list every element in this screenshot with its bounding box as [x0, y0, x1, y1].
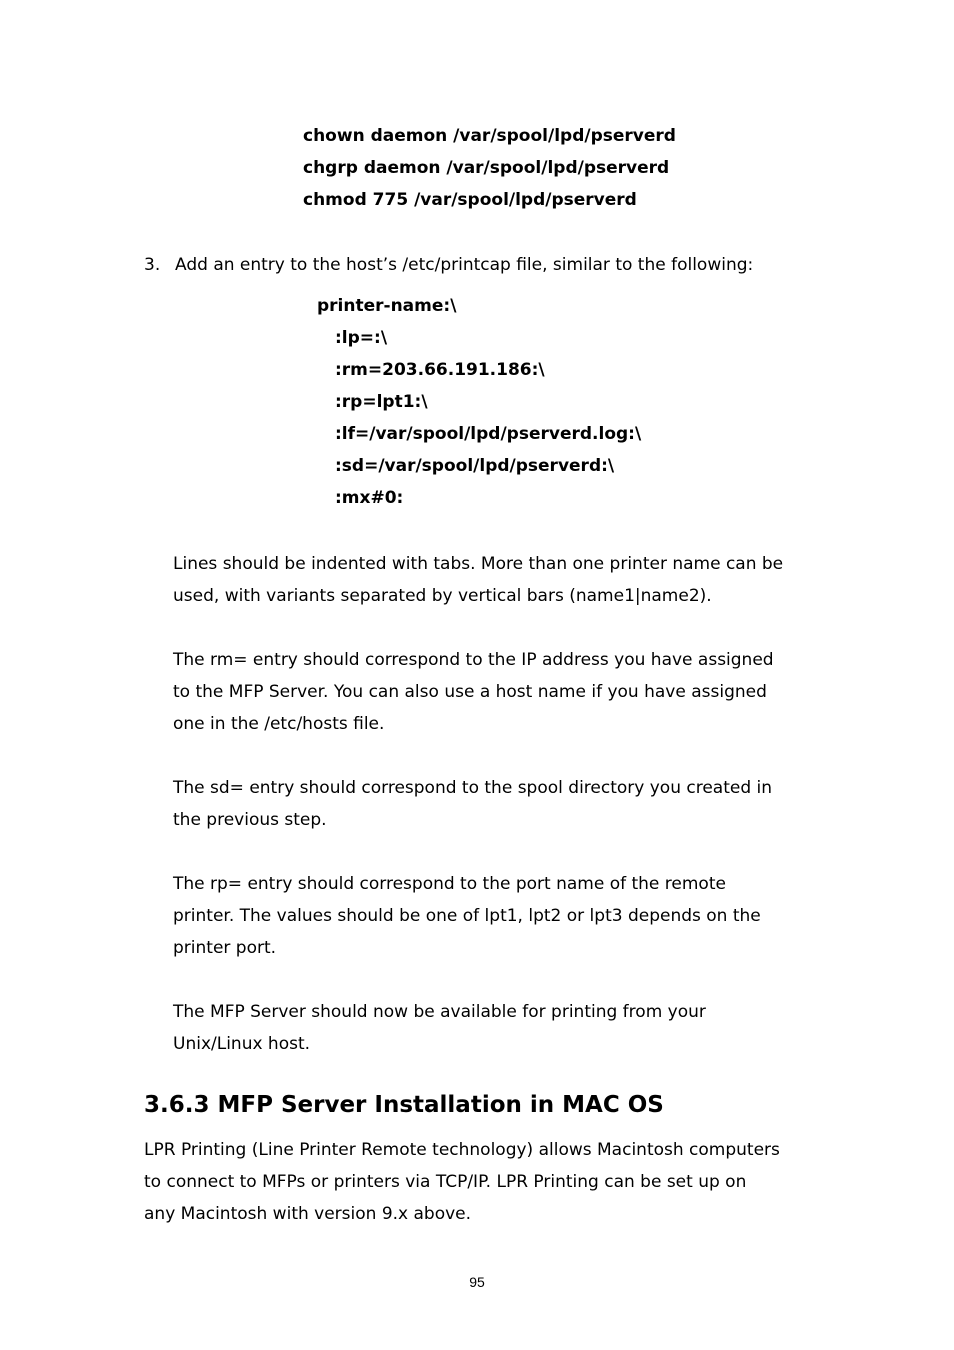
step-3	[144, 254, 753, 276]
note-sd	[173, 772, 772, 836]
note-rp	[173, 868, 761, 964]
printcap-entry-lp: :lp=:\	[335, 328, 388, 348]
printcap-entry-rp: :rp=lpt1:\	[335, 392, 428, 412]
command-line-chgrp: chgrp daemon /var/spool/lpd/pserverd	[303, 158, 670, 178]
note-line: The MFP Server should now be available for printing from your	[173, 1002, 706, 1022]
note-tabs	[173, 548, 783, 612]
note-line: printer. The values should be one of lpt1, lpt2 or lpt3 depends on the	[173, 906, 761, 926]
note-line: one in the /etc/hosts file.	[173, 714, 385, 734]
note-line: to the MFP Server. You can also use a host name if you have assigned	[173, 682, 767, 702]
page-number: 95	[469, 1274, 485, 1290]
printcap-entry-lf: :lf=/var/spool/lpd/pserverd.log:\	[335, 424, 642, 444]
step-number: 3.	[144, 255, 161, 275]
note-available	[173, 996, 706, 1060]
note-rm	[173, 644, 774, 740]
printcap-entry-sd: :sd=/var/spool/lpd/pserverd:\	[335, 456, 615, 476]
note-line: used, with variants separated by vertical bars (name1|name2).	[173, 586, 712, 606]
printcap-head: printer-name:\	[317, 296, 457, 316]
note-line: The rm= entry should correspond to the IP address you have assigned	[173, 650, 774, 670]
note-line: The sd= entry should correspond to the spool directory you created in	[173, 778, 773, 798]
body-line: LPR Printing (Line Printer Remote technology) allows Macintosh computers	[144, 1140, 780, 1160]
section-heading: 3.6.3 MFP Server Installation in MAC OS	[144, 1092, 664, 1118]
body-line: any Macintosh with version 9.x above.	[144, 1204, 472, 1224]
note-line: Lines should be indented with tabs. More than one printer name can be	[173, 554, 784, 574]
printcap-entry-mx: :mx#0:	[335, 488, 404, 508]
note-line: the previous step.	[173, 810, 327, 830]
body-line: to connect to MFPs or printers via TCP/IP. LPR Printing can be set up on	[144, 1172, 747, 1192]
note-line: printer port.	[173, 938, 277, 958]
command-line-chmod: chmod 775 /var/spool/lpd/pserverd	[303, 190, 637, 210]
step-text: Add an entry to the host’s /etc/printcap file, similar to the following:	[175, 255, 754, 275]
note-line: The rp= entry should correspond to the port name of the remote	[173, 874, 726, 894]
section-body	[144, 1134, 780, 1230]
command-line-chown: chown daemon /var/spool/lpd/pserverd	[303, 126, 676, 146]
note-line: Unix/Linux host.	[173, 1034, 311, 1054]
printcap-entry-rm: :rm=203.66.191.186:\	[335, 360, 545, 380]
